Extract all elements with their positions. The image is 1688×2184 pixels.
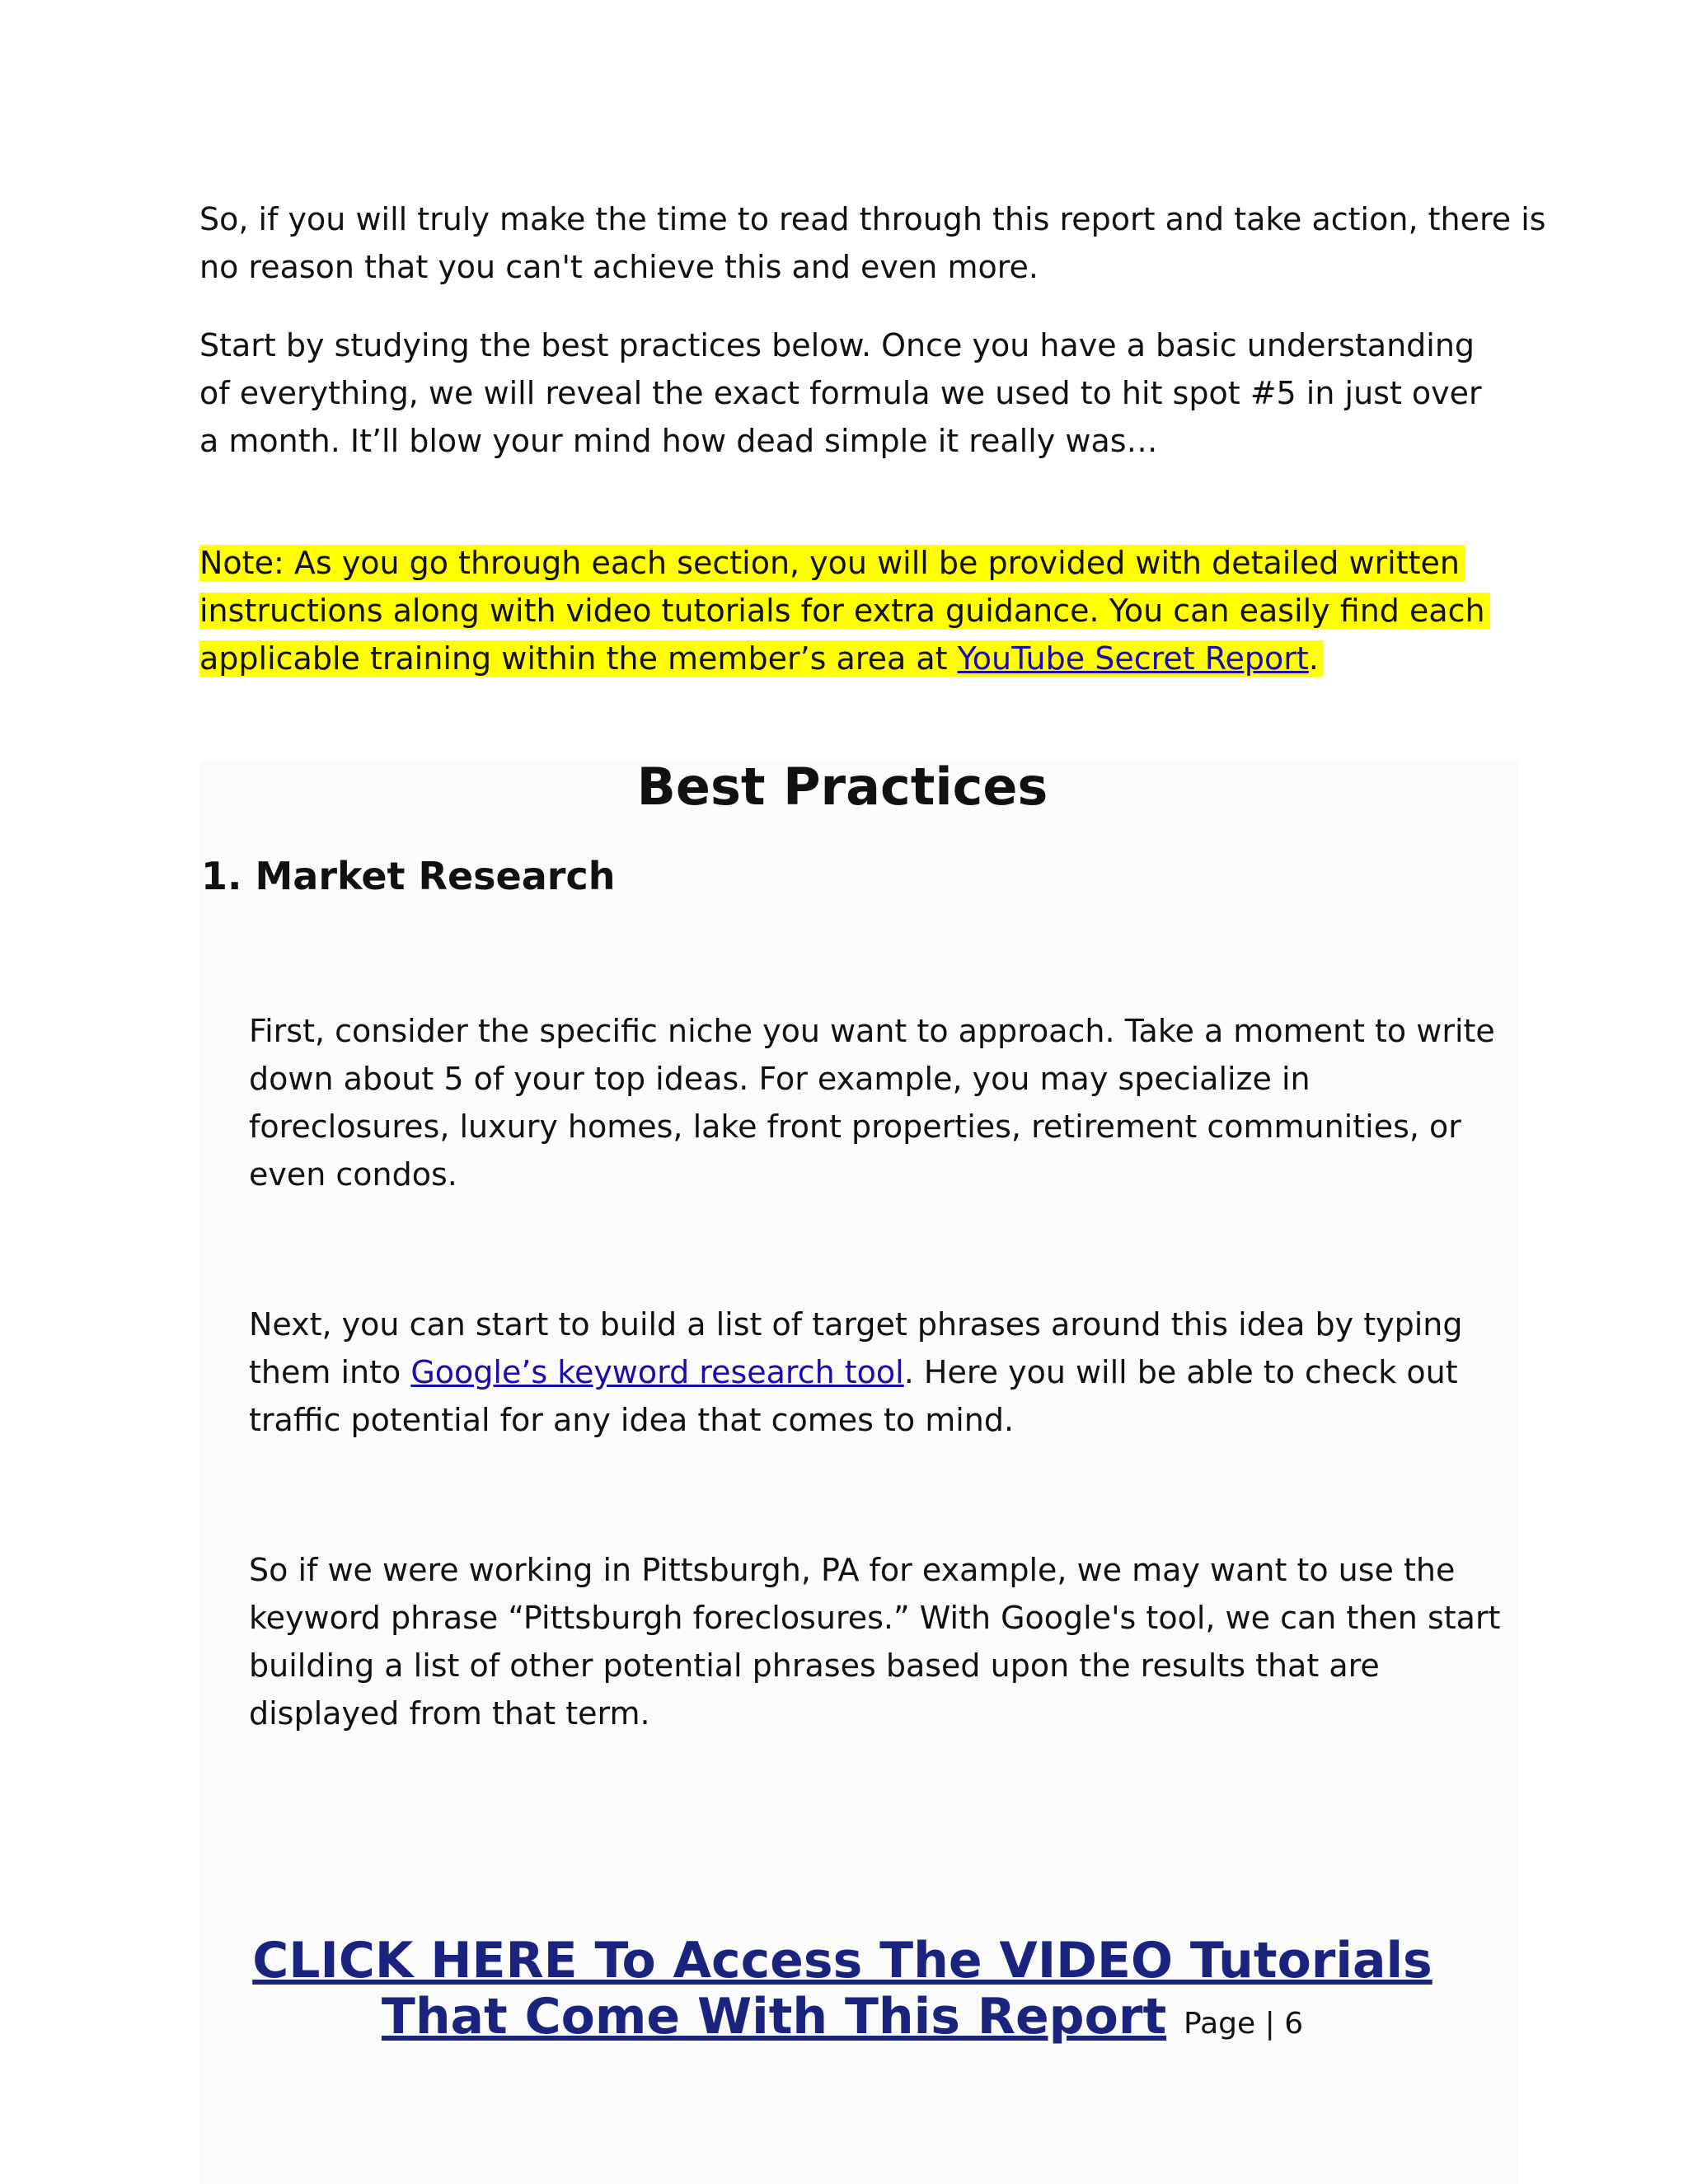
google-keyword-tool-link[interactable]: Google’s keyword research tool	[410, 1354, 904, 1390]
intro-paragraph-2: Start by studying the best practices below. Once you have a basic understanding of everything, we will reveal the exact formula we used to hit spot #5 in just over a month. It’ll blow your mind how dead simple it really was…	[199, 327, 1482, 459]
body-paragraph-3: So if we were working in Pittsburgh, PA for example, we may want to use the keyword phrase “Pittsburgh foreclosures.” With Google's tool, we can then start building a list of other potential phrases based upon the results that are displayed from that term.	[249, 1552, 1501, 1732]
video-tutorials-link[interactable]: CLICK HERE To Access The VIDEO Tutorials That Come With This Report	[252, 1932, 1432, 2046]
body-paragraph-2-end: . Here you will be able to check out traffic potential for any idea that comes to mind.	[249, 1354, 1458, 1438]
youtube-secret-report-link[interactable]: YouTube Secret Report	[957, 640, 1309, 677]
body-paragraph-1: First, consider the specific niche you want to approach. Take a moment to write down about 5 of your top ideas. For example, you may specialize in foreclosures, luxury homes, lake front properties, retirement communities, or even condos.	[249, 1013, 1495, 1193]
note-text: Note: As you go through each section, you will be provided with detailed written instructions along with video tutorials for extra guidance. You can easily find each applicable training within the member’s area at	[199, 545, 1485, 677]
note-callout	[199, 539, 1535, 682]
body-paragraph-2	[249, 1301, 1510, 1444]
body-paragraph-2-start: Next, you can start to build a list of target phrases around this idea by typing them into	[249, 1306, 1463, 1390]
section-title: Best Practices	[636, 757, 1048, 817]
note-end: .	[1308, 640, 1319, 677]
intro-paragraph-1: So, if you will truly make the time to read through this report and take action, there is no reason that you can't achieve this and even more.	[199, 201, 1546, 285]
note-highlight	[199, 545, 1490, 677]
footer-cta	[199, 1933, 1485, 2052]
page-number: Page | 6	[1184, 2007, 1304, 2041]
section-subtitle: 1. Market Research	[201, 854, 616, 898]
